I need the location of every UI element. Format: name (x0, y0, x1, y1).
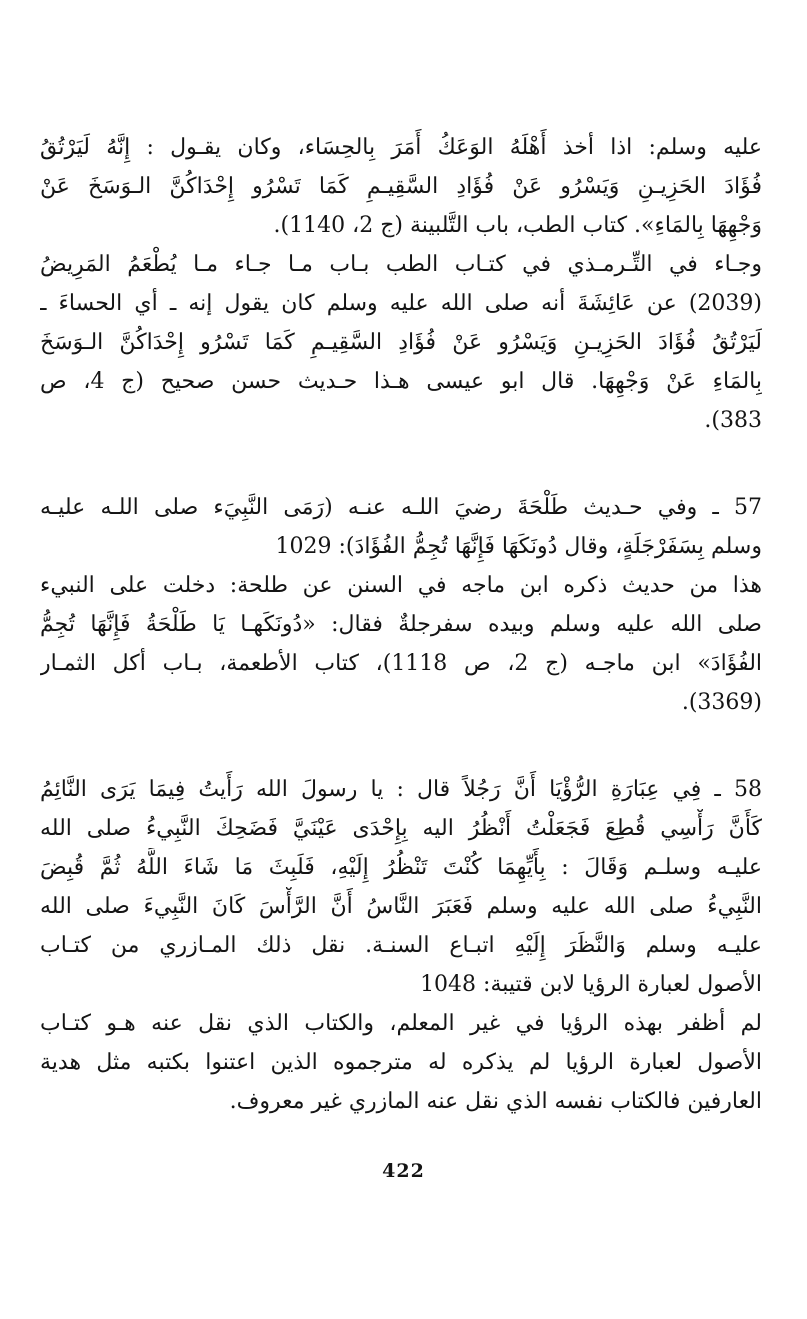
text-line: العارفين فالكتاب نفسه الذي نقل عنه المازري غير معروف. (229, 1089, 762, 1114)
text-line: الأصول لعبارة الرؤيا لم يذكره له مترجموه الذين اعتنوا بكتبه مثل هدية (40, 1050, 762, 1075)
text-line: النَّبِيءُ صلى الله عليه وسلم فَعَبَرَ النَّاسُ أَنَّ الرَّأْسَ كَانَ النَّبِيءَ صلى الله (40, 894, 762, 919)
text-line: (3369). (681, 690, 762, 715)
paragraph-block-1 (40, 128, 762, 440)
text-line: عليـه وسلـم وَقَالَ : بِأَيِّهِمَا كُنْتَ تَنْظُرُ إِلَيْهِ، فَلَبِثَ مَا شَاءَ اللَّهُ ثُمَّ قُبِضَ (40, 855, 762, 880)
paragraph-block-2 (40, 488, 762, 722)
text-line: وسلم بِسَفَرْجَلَةٍ، وقال دُونَكَهَا فَإِنَّهَا تُجِمُّ الفُؤَادَ): 1029 (275, 534, 762, 559)
text-line: 58 ـ فِي عِبَارَةِ الرُّؤْيَا أَنَّ رَجُلاً قال : يا رسولَ الله رَأَيتُ فِيمَا يَرَى النَّائِمُ (40, 777, 762, 802)
text-line: 383). (704, 408, 762, 433)
text-line: صلى الله عليه وسلم وبيده سفرجلةٌ فقال: «دُونَكَهـا يَا طَلْحَةُ فَإِنَّهَا تُجِمُّ (40, 612, 762, 637)
text-line: الأصول لعبارة الرؤيا لابن قتيبة: 1048 (420, 972, 762, 997)
text-line: بِالمَاءِ عَنْ وَجْهِهَا. قال ابو عيسى هـذا حـديث حسن صحيح (ج 4، ص (40, 369, 762, 394)
paragraph-gap (40, 722, 762, 770)
text-line: الفُؤَادَ» ابن ماجـه (ج 2، ص 1118)، كتاب الأطعمة، بـاب أكل الثمـار (40, 651, 762, 676)
text-line: هذا من حديث ذكره ابن ماجه في السنن عن طلحة: دخلت على النبيء (40, 573, 762, 598)
text-line: (2039) عن عَائِشَةَ أنه صلى الله عليه وسلم كان يقول إنه ـ أي الحساءَ ـ (40, 291, 762, 316)
text-line: فُؤَادَ الحَزِيـنِ وَيَسْرُو عَنْ فُؤَادِ السَّقِيـمِ كَمَا تَسْرُو إِحْدَاكُنَّ الـوَسَخَ عَنْ (40, 174, 762, 199)
text-line: لَيَرْتُقُ فُؤَادَ الحَزِيـنِ وَيَسْرُو عَنْ فُؤَادِ السَّقِيـمِ كَمَا تَسْرُو إِحْدَاكُنَّ الـوَسَخَ (40, 330, 762, 355)
page-number: 422 (382, 1160, 425, 1182)
paragraph-gap (40, 440, 762, 488)
text-line: عليـه وسلم وَالنَّظَرَ إِلَيْهِ اتبـاع السنـة. نقل ذلك المـازري من كتـاب (40, 933, 762, 958)
text-line: وجـاء في التِّـرمـذي في كتـاب الطب بـاب مـا جـاء مـا يُطْعَمُ المَرِيضُ (40, 252, 762, 277)
text-line: كَأَنَّ رَأْسِي قُطِعَ فَجَعَلْتُ أَنْظُرُ اليه بِإِحْدَى عَيْنَيَّ فَضَحِكَ النَّبِيءُ صلى الله (40, 816, 762, 841)
paragraph-block-3 (40, 770, 762, 1121)
page-body (40, 128, 762, 1121)
text-line: عليه وسلم: اذا أخذ أَهْلَهُ الوَعَكُ أَمَرَ بِالحِسَاء، وكان يقـول : إِنَّهُ لَيَرْتُقُ (40, 135, 762, 160)
text-line: 57 ـ وفي حـديث طَلْحَةَ رضيَ اللـه عنـه (رَمَى النَّبِيَء صلى اللـه عليـه (40, 495, 762, 520)
text-line: لم أظفر بهذه الرؤيا في غير المعلم، والكتاب الذي نقل عنه هـو كتـاب (40, 1011, 762, 1036)
text-line: وَجْهِهَا بِالمَاءِ». كتاب الطب، باب التَّلبينة (ج 2، 1140). (273, 213, 762, 238)
